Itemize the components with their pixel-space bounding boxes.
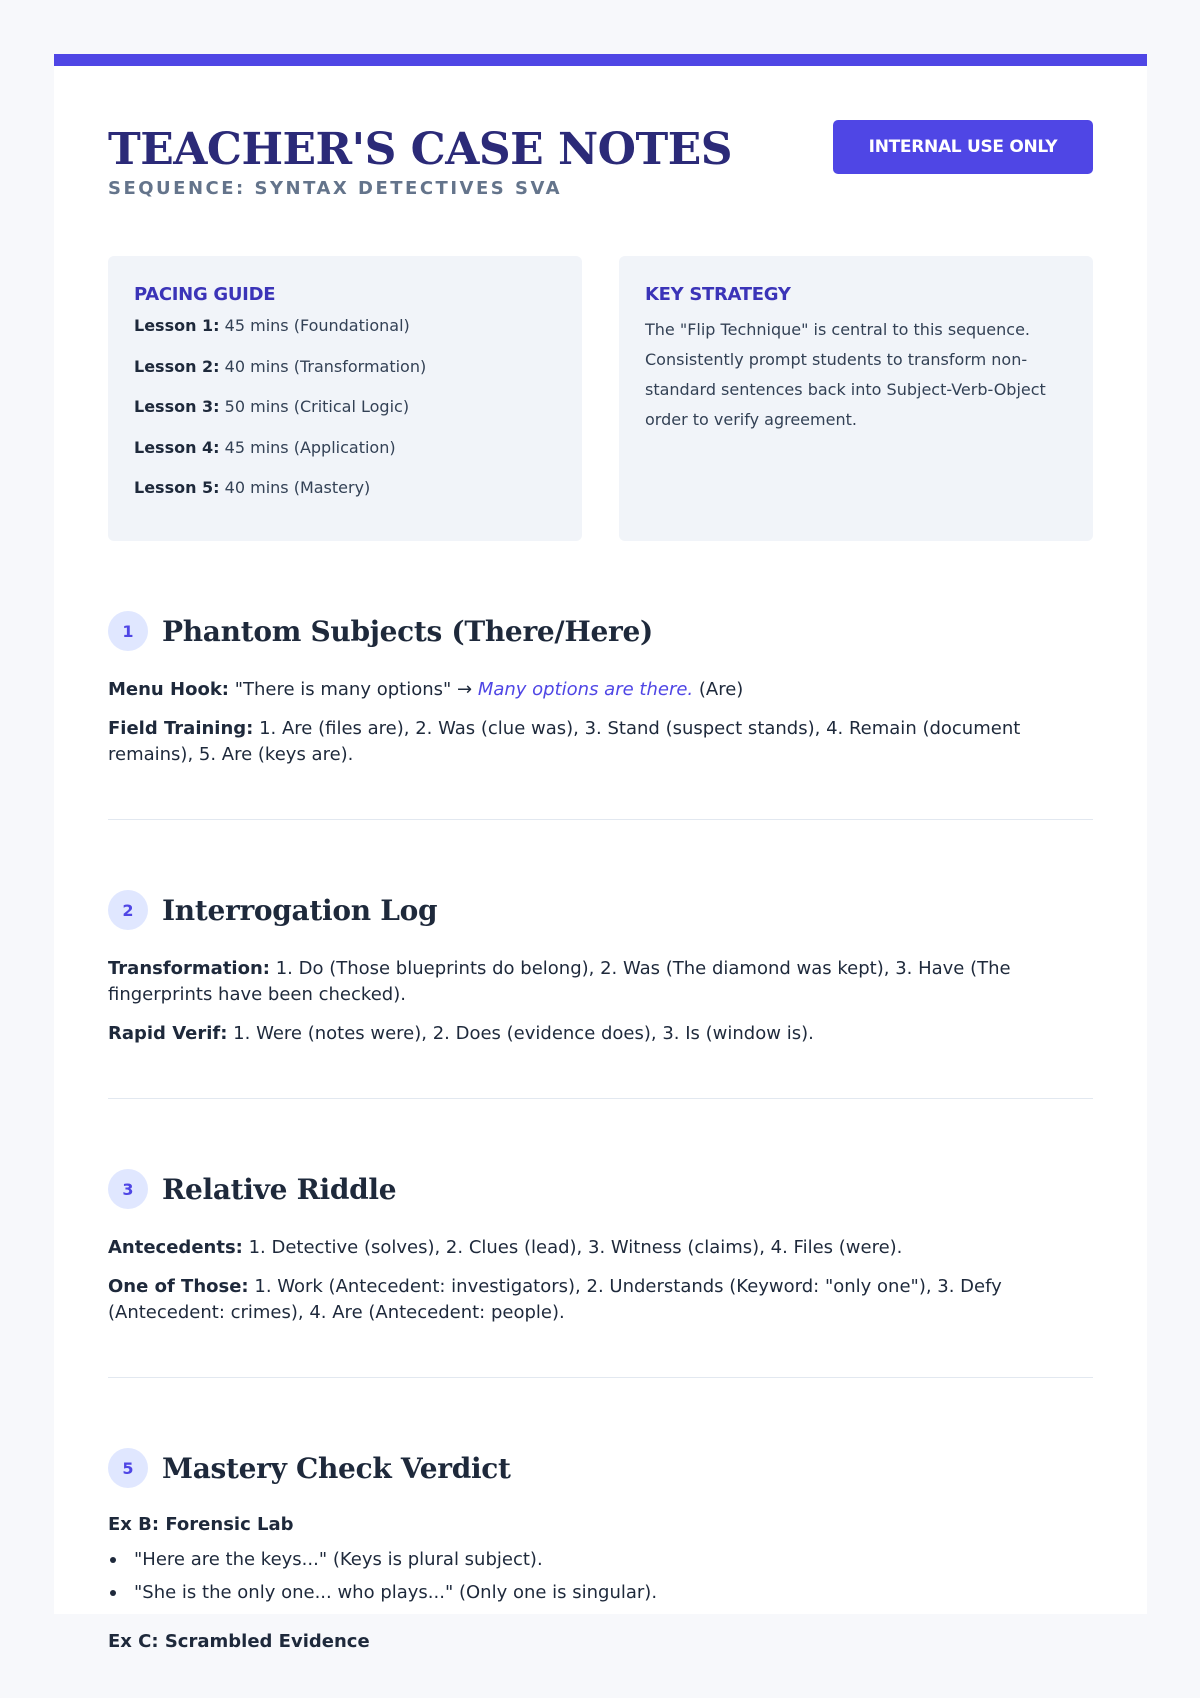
pacing-item-text: 40 mins (Mastery) [219,478,371,497]
key-strategy-box [619,256,1093,541]
case-notes-sheet [54,54,1147,1652]
para-text: "There is many options" → [228,679,478,700]
pacing-guide-box [108,256,582,541]
para-text: 1. Do (Those blueprints do belong), 2. Was (The diamond was kept), 3. Have (The fingerprints have been checked). [108,958,1011,1005]
para-label: Transformation: [108,958,270,979]
section-title: Relative Riddle [162,1172,397,1206]
pacing-item [134,477,556,518]
pacing-item-text: 45 mins (Application) [219,437,396,457]
transformation-paragraph [108,956,1093,1008]
pacing-item-label: Lesson 4: [134,437,220,457]
internal-use-badge: INTERNAL USE ONLY [833,120,1093,174]
pacing-item-label: Lesson 5: [134,478,220,497]
section-title: Mastery Check Verdict [162,1451,511,1485]
scrambled-evidence-subheading: Ex C: Scrambled Evidence [108,1631,370,1652]
para-label: Antecedents: [108,1237,243,1258]
para-text: 1. Work (Antecedent: investigators), 2. Understands (Keyword: "only one"), 3. Defy (Antecedent: crimes), 4. Are (Antecedent: people). [108,1276,1002,1323]
section-heading [108,890,1093,930]
list-item: "Here are the keys..." (Keys is plural subject). [108,1543,1093,1576]
section-title: Phantom Subjects (There/Here) [162,614,653,648]
para-text: 1. Detective (solves), 2. Clues (lead), 3. Witness (claims), 4. Files (were). [242,1237,903,1258]
field-training-paragraph [108,716,1093,768]
section-number: 3 [108,1169,148,1209]
para-label: Field Training: [108,718,254,739]
header [108,66,1093,256]
para-label: Rapid Verif: [108,1023,228,1044]
section-title: Interrogation Log [162,893,438,927]
section-number: 5 [108,1448,148,1488]
pacing-guide-heading: PACING GUIDE [134,284,276,305]
list-item: "She is the only one... who plays..." (Only one is singular). [108,1576,1093,1609]
section-heading [108,611,1093,651]
info-boxes [108,256,1093,541]
section-heading [108,1169,1093,1209]
section-phantom-subjects [108,541,1093,820]
para-italic-answer: Many options are there. [477,679,694,700]
key-strategy-heading: KEY STRATEGY [645,284,791,305]
pacing-item-label: Lesson 2: [134,356,220,376]
section-number: 2 [108,890,148,930]
pacing-item [134,356,556,397]
para-label: Menu Hook: [108,679,229,700]
rapid-verif-paragraph [108,1021,1093,1047]
pacing-item-label: Lesson 1: [134,316,220,335]
para-text: 1. Were (notes were), 2. Does (evidence does), 3. Is (window is). [227,1023,814,1044]
para-tail: (Are) [693,679,744,700]
section-mastery-check [108,1378,1093,1698]
section-heading [108,1448,1093,1488]
pacing-item-text: 50 mins (Critical Logic) [219,397,410,416]
forensic-lab-subheading: Ex B: Forensic Lab [108,1514,294,1535]
pacing-item [134,315,556,356]
pacing-item-text: 40 mins (Transformation) [219,356,427,376]
one-of-those-paragraph [108,1274,1093,1326]
pacing-item-label: Lesson 3: [134,397,220,416]
section-number: 1 [108,611,148,651]
pacing-item [134,437,556,478]
section-relative-riddle [108,1099,1093,1378]
antecedents-paragraph [108,1235,1093,1261]
para-label: One of Those: [108,1276,249,1297]
key-strategy-text: The "Flip Technique" is central to this sequence. Consistently prompt students to transform non-standard sentences back into Subject-Verb-Object order to verify agreement. [645,320,1046,429]
pacing-item-text: 45 mins (Foundational) [219,316,410,335]
page-subtitle: SEQUENCE: SYNTAX DETECTIVES SVA [108,178,563,199]
forensic-lab-list [108,1543,1093,1609]
section-interrogation-log [108,820,1093,1099]
pacing-item [134,396,556,437]
page-title: TEACHER'S CASE NOTES [108,124,733,175]
menu-hook-paragraph [108,677,1093,703]
para-text: 1. Are (files are), 2. Was (clue was), 3. Stand (suspect stands), 4. Remain (document remains), 5. Are (keys are). [108,718,1021,765]
